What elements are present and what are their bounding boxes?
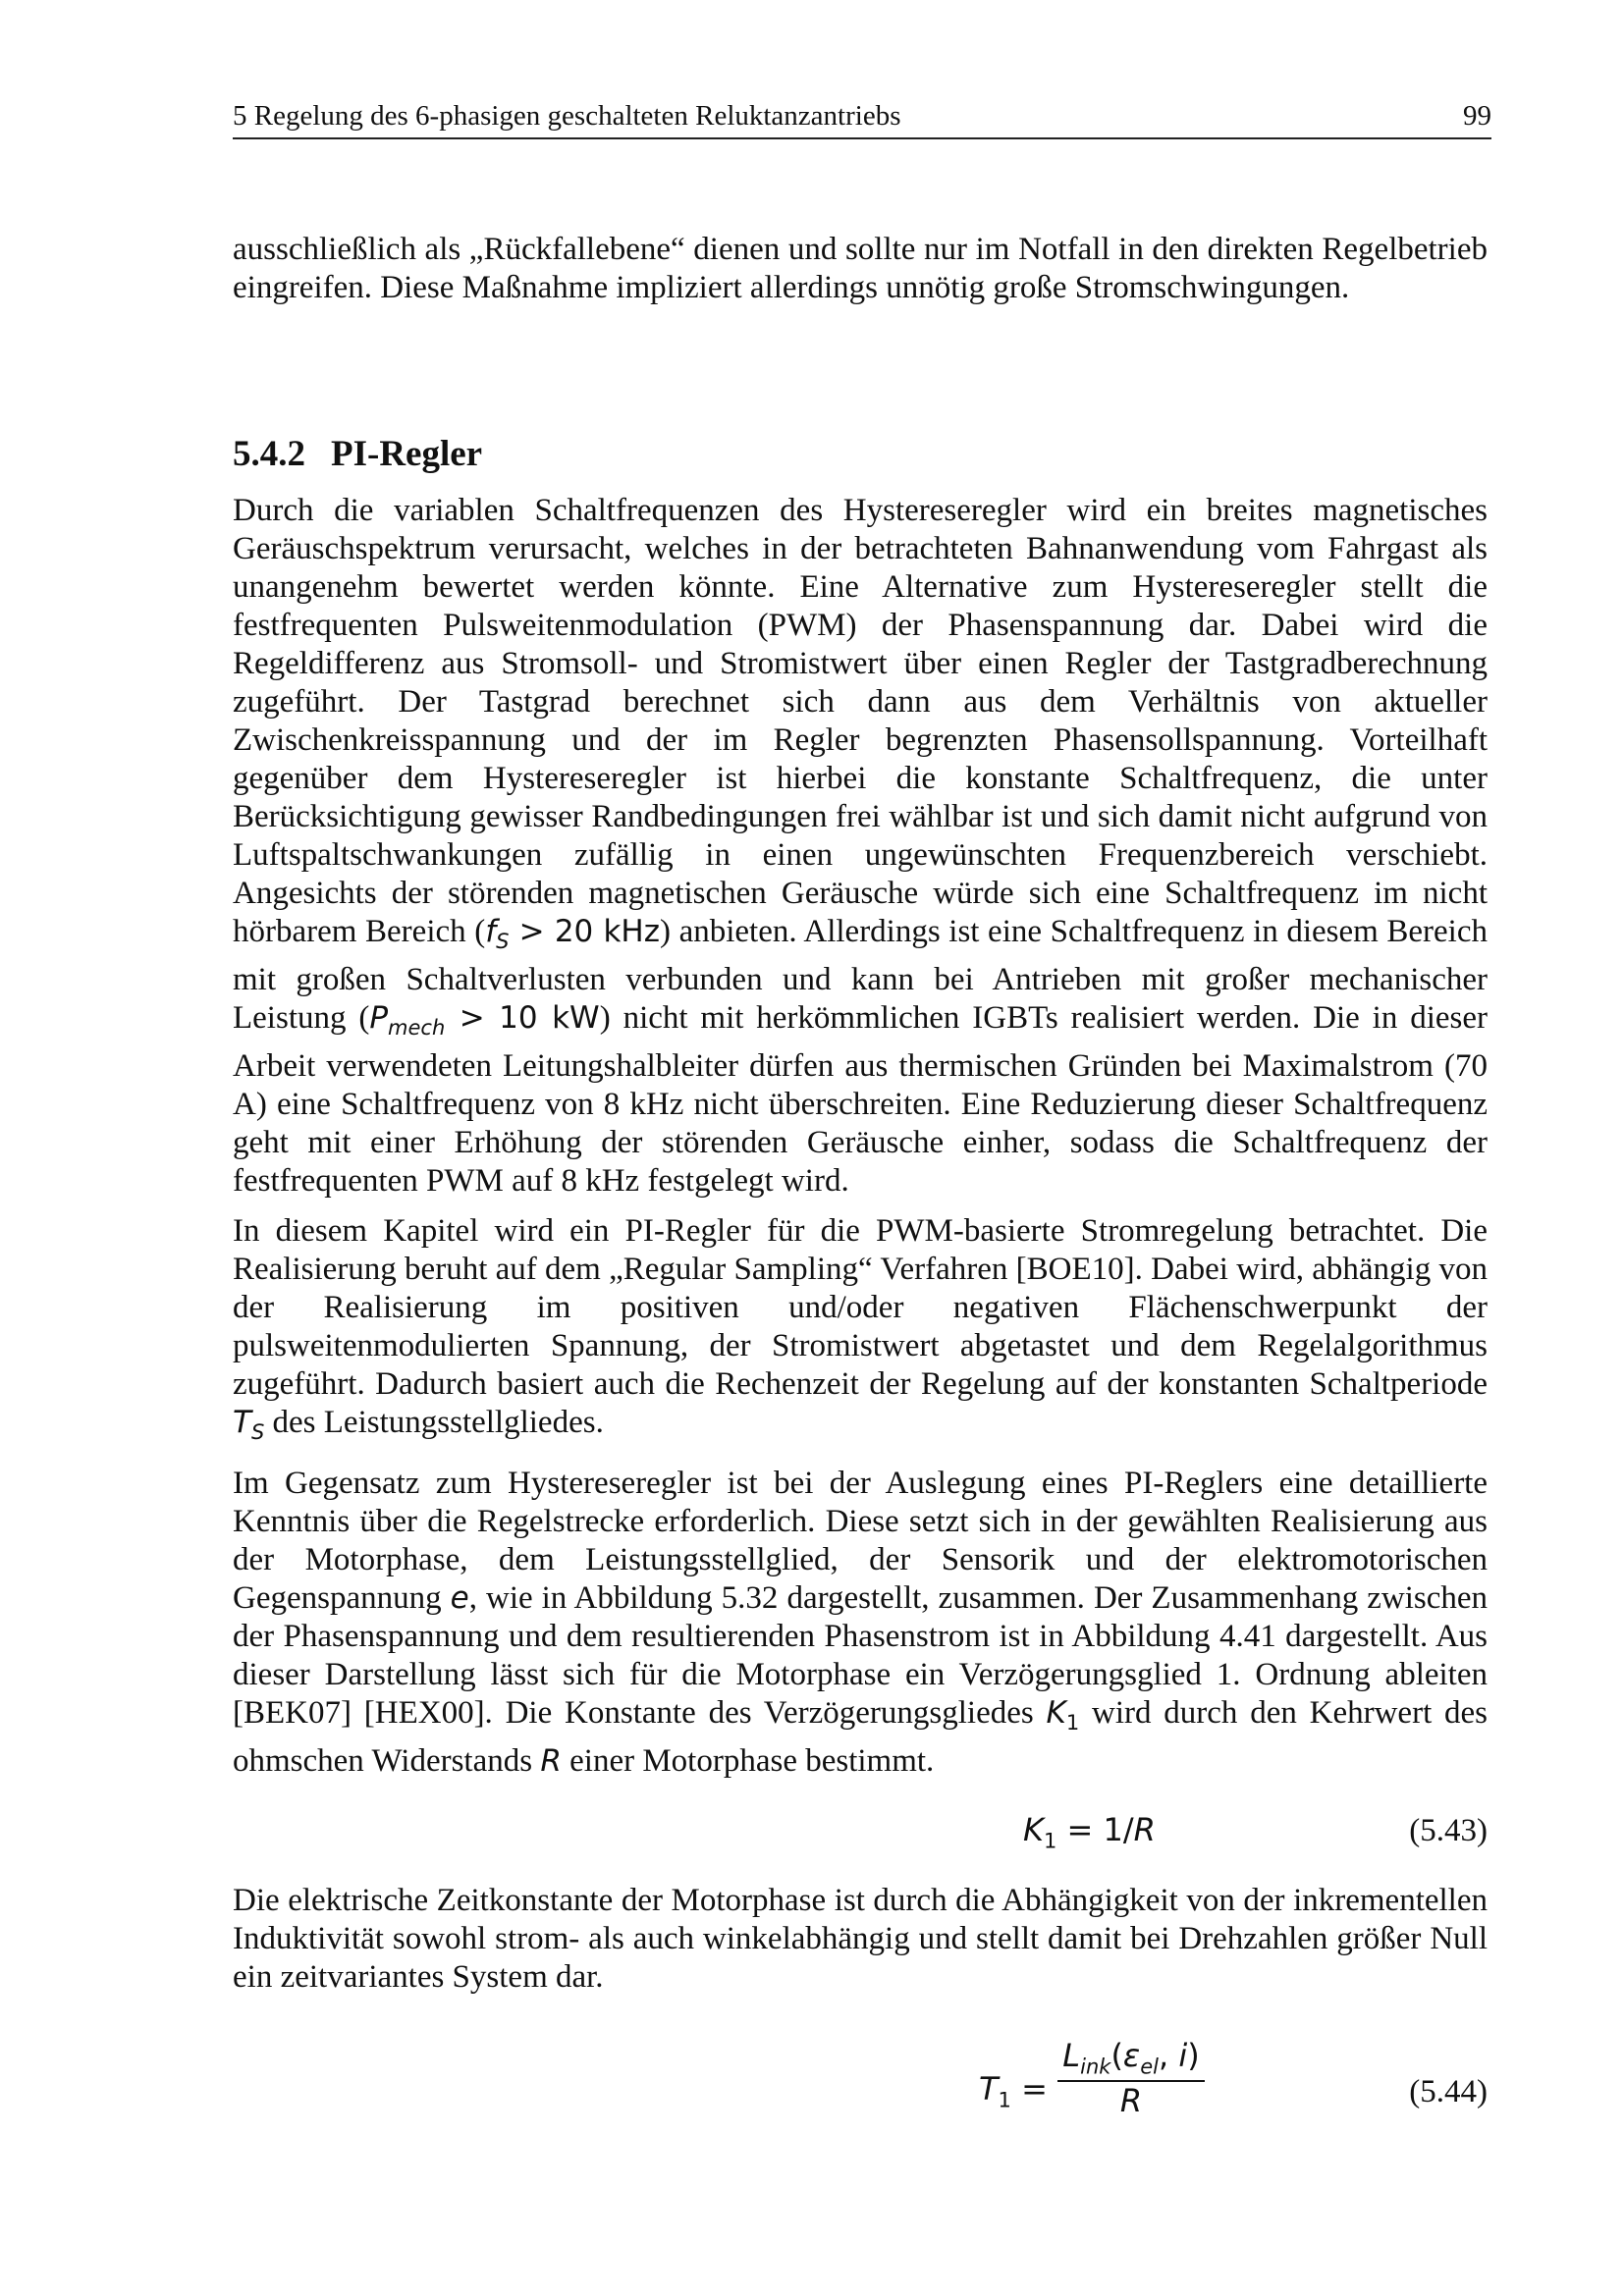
chapter-title: 5 Regelung des 6-phasigen geschalteten Reluktanzantriebs (233, 100, 901, 132)
text-run: einer Motorphase bestimmt. (561, 1743, 935, 1780)
text-run: ) nicht mit herkömmlichen IGBTs realisiert werden. Die in dieser Arbeit verwendeten Leitungshalbleiter dürfen aus thermischen Gründen bei Maximalstrom (70 A) eine Schaltfrequenz von 8 kHz nicht überschreiten. Eine Reduzierung dieser Schaltfrequenz geht mit einer Erhöhung der störenden Geräusche einher, sodass die Schaltfrequenz der festfrequenten PWM auf 8 kHz festgelegt wird. (233, 1000, 1488, 1200)
running-header (233, 94, 1491, 139)
math-fs: $f_S > 20$ kHz (485, 914, 661, 954)
math-ts: $T_S$ (233, 1405, 265, 1445)
paragraph-1: ausschließlich als „Rückfallebene“ dienen und sollte nur im Notfall in den direkten Regelbetrieb eingreifen. Diese Maßnahme impliziert allerdings unnötig große Stromschwingungen. (233, 232, 1488, 305)
equation-number: (5.44) (1409, 2074, 1488, 2109)
math-pmech: $P_{mech} > 10$ kW (369, 1000, 600, 1041)
equation-formula: $K_1 = 1/R$ (1023, 1811, 1156, 1853)
fraction-denominator: R (1119, 2082, 1143, 2120)
text-run: wird durch den Kehrwert des ohmschen Widerstands (233, 1695, 1489, 1780)
fraction-numerator: $L_{ink}(\varepsilon_{el}$, i) (1057, 2037, 1205, 2082)
paragraph-5: Die elektrische Zeitkonstante der Motorphase ist durch die Abhängigkeit von der inkrementellen Induktivität sowohl strom- als auch winkelabhängig und stellt damit bei Drehzahlen größer Null ein zeitvariantes System dar. (233, 1883, 1488, 1995)
text-run: Im Gegensatz zum Hystereseregler ist bei der Auslegung eines PI-Reglers eine detaillierte Kenntnis über die Regelstrecke erforderlich. Diese setzt sich in der gewählten Realisierung aus der Motorphase, dem Leistungsstellglied, der Sensorik und der elektromotorischen Gegenspannung (233, 1466, 1488, 1616)
section-title: PI-Regler (331, 434, 483, 474)
equation-number: (5.43) (1409, 1813, 1488, 1848)
section-heading (233, 431, 482, 478)
paragraph-3 (233, 1212, 1488, 1452)
math-k1: $K_1$ (1046, 1695, 1080, 1735)
paragraph-2 (233, 492, 1488, 1201)
equation-lhs: $T_1$ = (979, 2070, 1048, 2112)
text-run: Durch die variablen Schaltfrequenzen des Hystereseregler wird ein breites magnetisches Geräuschspektrum verursacht, welches in der betrachteten Bahnanwendung vom Fahrgast als unangenehm bewertet werden könnte. Eine Alternative zum Hystereseregler stellt die festfrequenten Pulsweitenmodulation (PWM) der Phasenspannung dar. Dabei wird die Regeldifferenz aus Stromsoll- und Stromistwert über einen Regler der Tastgradberechnung zugeführt. Der Tastgrad berechnet sich dann aus dem Verhältnis von aktueller Zwischenkreisspannung und der im Regler begrenzten Phasensollspannung. Vorteilhaft gegenüber dem Hystereseregler ist hierbei die konstante Schaltfrequenz, die unter Berücksichtigung gewisser Randbedingungen frei wählbar ist und sich damit nicht aufgrund von Luftspaltschwankungen zufällig in einen ungewünschten Frequenzbereich verschiebt. Angesichts der störenden magnetischen Geräusche würde sich eine Schaltfrequenz im nicht hörbarem Bereich ( (233, 493, 1488, 949)
math-e: e (450, 1580, 469, 1616)
equation-5-44 (233, 2037, 1488, 2145)
math-r: R (540, 1743, 562, 1780)
text-run: In diesem Kapitel wird ein PI-Regler für die PWM-basierte Stromregelung betrachtet. Die Realisierung beruht auf dem „Regular Sampling“ Verfahren [BOE10]. Dabei wird, abhängig von der Realisierung im positiven und/oder negativen Flächenschwerpunkt der pulsweitenmodulierten Spannung, der Stromistwert abgetastet und dem Regelalgorithmus zugeführt. Dadurch basiert auch die Rechenzeit der Regelung auf der konstanten Schaltperiode (233, 1213, 1488, 1402)
paragraph-4 (233, 1465, 1488, 1781)
equation-5-43 (233, 1803, 1488, 1862)
page-number: 99 (1463, 100, 1491, 132)
fraction (1057, 2037, 1205, 2119)
section-number: 5.4.2 (233, 434, 305, 474)
text-run: des Leistungsstellgliedes. (264, 1405, 604, 1440)
text-run: ) anbieten. Allerdings ist eine Schaltfrequenz in diesem Bereich mit großen Schaltverlusten verbunden und kann bei Antrieben mit großer mechanischer Leistung ( (233, 914, 1488, 1037)
text-run: , wie in Abbildung 5.32 dargestellt, zusammen. Der Zusammenhang zwischen der Phasenspannung und dem resultierenden Phasenstrom ist in Abbildung 4.41 dargestellt. Aus dieser Darstellung lässt sich für die Motorphase ein Verzögerungsglied 1. Ordnung ableiten [BEK07] [HEX00]. Die Konstante des Verzögerungsgliedes (233, 1580, 1488, 1731)
